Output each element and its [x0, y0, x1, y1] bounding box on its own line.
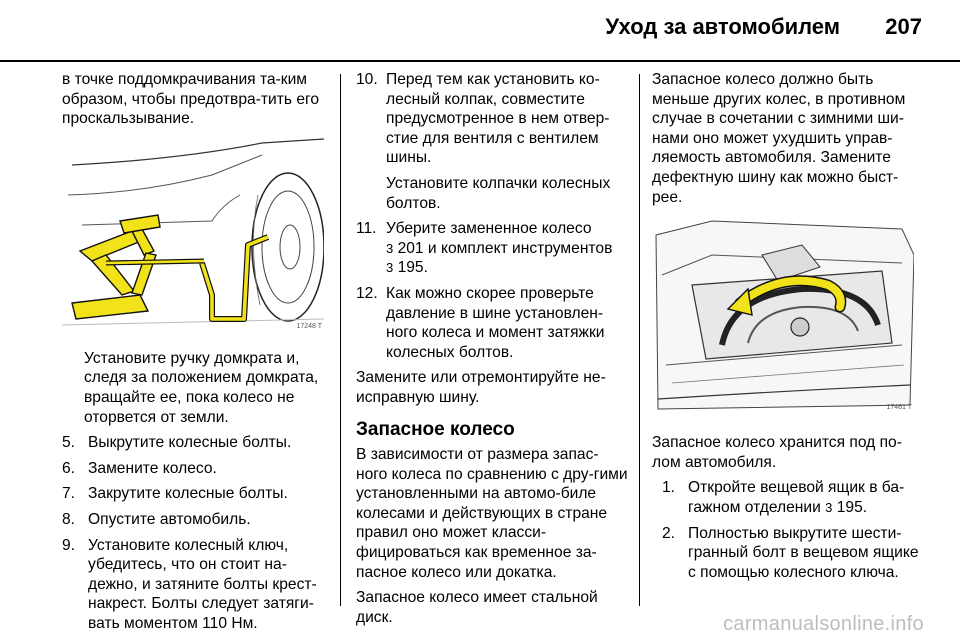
list-item: 12. Как можно скорее проверьте давление в шине установлен-ного колеса и момент затяжки колесных болтов. [356, 284, 605, 361]
list-item: 8. Опустите автомобиль. [62, 510, 251, 528]
jack-illustration [62, 135, 324, 339]
step-text: Установите ручку домкрата и, следя за положением домкрата, вращайте ее, пока колесо не оторвется от земли. [84, 349, 319, 426]
page-reference-icon: 3 [386, 260, 394, 276]
section-heading: Запасное колесо [356, 418, 515, 440]
header-rule [0, 60, 960, 62]
paragraph: Запасное колесо хранится под по-лом автомобиля. [652, 434, 902, 471]
list-item: 6. Замените колесо. [62, 459, 217, 477]
sub-step-text: Установите колпачки колесных болтов. [386, 174, 611, 212]
spare-steps-list [652, 478, 924, 582]
replace-note: Замените или отремонтируйте не-исправную шину. [356, 369, 606, 406]
page-reference-icon: 3 [386, 240, 394, 256]
list-item: 11. Уберите замененное колесо 3 201 и комплект инструментов 3 195. [356, 220, 613, 277]
list-item: 9. Установите колесный ключ, убедитесь, что он стоит на-дежно, и затяните болты крест-накрест. Болты следует затяги-вать моментом 110 Нм. [62, 536, 317, 632]
spare-wheel-illustration [652, 215, 914, 419]
column-separator [340, 74, 341, 606]
column-2 [356, 70, 628, 633]
column-1 [62, 70, 324, 640]
page-number: 207 [885, 14, 922, 39]
paragraph: Запасное колесо должно быть меньше других колес, в противном случае в сочетании с зимними ши-нами оно может ухудшить управ-ляемость автомобиля. Замените дефектную шину как можно быст-рее. [652, 71, 906, 206]
intro-text: в точке поддомкрачивания та-ким образом, чтобы предотвра-тить его проскальзывание. [62, 71, 320, 128]
page-header [0, 0, 960, 62]
list-item: 10. Перед тем как установить ко-лесный колпак, совместите предусмотренное в нем отвер-стие для вентиля с вентилем шины. Установите колпачки колесных болтов. [356, 70, 628, 213]
steps-list [62, 433, 324, 633]
column-separator [639, 74, 640, 606]
jack-drawing [62, 135, 324, 339]
list-item: 1. Откройте вещевой ящик в ба-гажном отделении 3 195. [662, 479, 905, 516]
column-3 [652, 70, 924, 588]
paragraph: В зависимости от размера запас-ного колеса по сравнению с дру-гими установленными на автомо-биле колесами и действующих в стране правил оно может класси-фицироваться как временное за-пасное колесо или докатка. [356, 446, 628, 581]
steps-list-continued [356, 70, 628, 362]
paragraph: Запасное колесо имеет стальной диск. [356, 589, 598, 626]
spare-wheel-drawing [652, 215, 914, 419]
watermark: carmanualsonline.info [723, 613, 924, 635]
page-reference-icon: 3 [825, 499, 833, 515]
figure-number: 17248 T [296, 323, 322, 331]
list-item: 7. Закрутите колесные болты. [62, 485, 288, 503]
section-title: Уход за автомобилем [605, 14, 840, 39]
figure-number: 17461 T [886, 403, 912, 411]
list-item: 5. Выкрутите колесные болты. [62, 434, 292, 452]
list-item: 2. Полностью выкрутите шести-гранный болт в вещевом ящике с помощью колесного ключа. [662, 524, 919, 581]
